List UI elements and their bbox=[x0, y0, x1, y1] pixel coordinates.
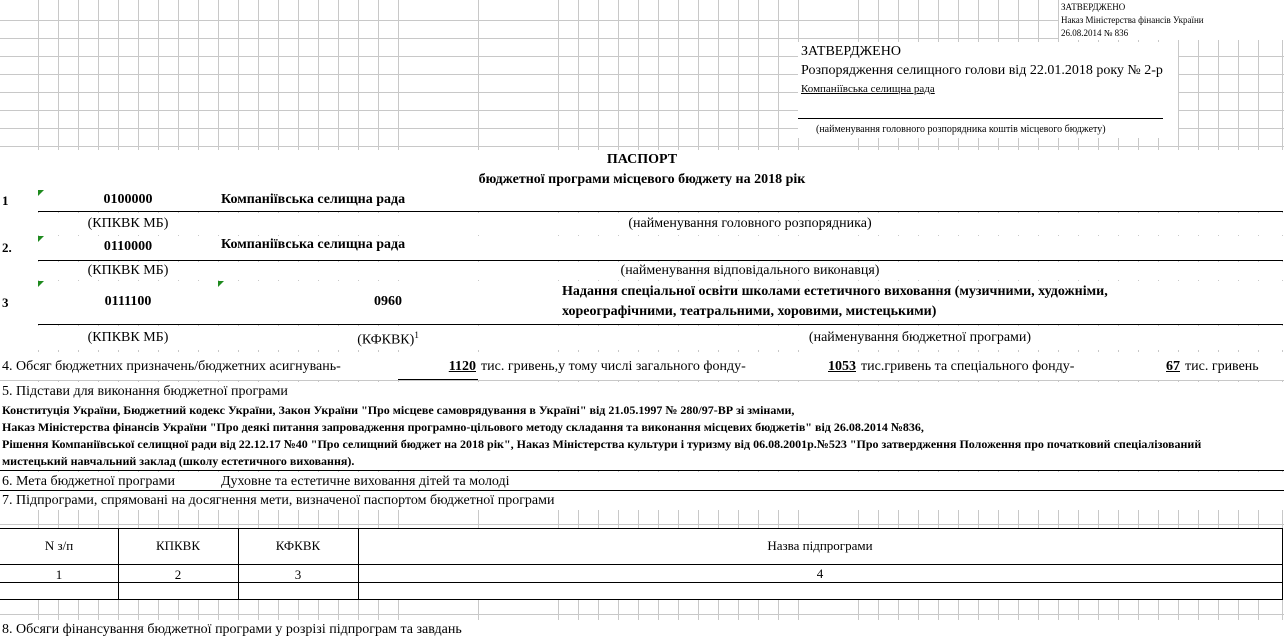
approval-small-block bbox=[1059, 0, 1284, 40]
section-4-after-total: тис. гривень,у тому числі загального фонду- bbox=[481, 359, 746, 374]
row-3-name-caption: (найменування бюджетної програми) bbox=[808, 330, 1032, 345]
table-row-border bbox=[0, 582, 1283, 583]
section-8-label: 8. Обсяги фінансування бюджетної програми у розрізі підпрограм та завдань bbox=[2, 622, 462, 637]
row-1-number: 1 bbox=[2, 193, 9, 208]
row-1-name: Компаніївська селищна рада bbox=[221, 192, 406, 207]
row-3-bottom-border bbox=[38, 324, 1283, 325]
table-col-border bbox=[1282, 528, 1283, 600]
row-3-kfkvk-caption bbox=[218, 331, 558, 348]
table-bottom-border bbox=[0, 599, 1283, 600]
approval-small-title: ЗАТВЕРДЖЕНО bbox=[1061, 2, 1126, 12]
row-2-number: 2. bbox=[2, 240, 12, 255]
row-2-code-caption: (КПКВК МБ) bbox=[87, 263, 169, 278]
row-1-code-caption: (КПКВК МБ) bbox=[87, 216, 169, 231]
passport-title: ПАСПОРТ bbox=[606, 152, 678, 167]
row-3-kfkvk: 0960 bbox=[374, 294, 402, 309]
section-8 bbox=[0, 620, 1284, 640]
section-5-bottom-border bbox=[0, 470, 1284, 471]
approval-main-caption: (найменування головного розпорядника коштів місцевого бюджету) bbox=[816, 124, 1106, 135]
approval-main-order: Розпорядження селищного голови від 22.01.2018 року № 2-р bbox=[801, 63, 1163, 78]
table-top-border bbox=[0, 528, 1283, 529]
row-1-bottom-border bbox=[38, 211, 1283, 212]
section-7-label: 7. Підпрограми, спрямовані на досягнення мети, визначеної паспортом бюджетної програми bbox=[2, 493, 555, 508]
section-5-line3: Рішення Компаніївської селищної ради від 22.12.17 №40 "Про селищний бюджет на 2018 рік", Наказ Міністерства культури і туризму від 06.08.2001р.№523 "Про затвердження Положення про початковий спеціалізований bbox=[2, 437, 1202, 451]
section-5-line2: Наказ Міністерства фінансів України "Про деякі питання запровадження програмно-цільового методу складання та виконання місцевих бюджетів" від 26.08.2014 №836, bbox=[2, 420, 924, 434]
budget-total: 1120 bbox=[448, 359, 476, 374]
comment-marker bbox=[218, 281, 224, 287]
approval-main-authority: Компаніївська селищна рада bbox=[801, 83, 935, 95]
row-3-captions bbox=[0, 326, 1284, 350]
section-4-label: 4. Обсяг бюджетних призначень/бюджетних асигнувань- bbox=[2, 359, 341, 374]
row-3-number: 3 bbox=[2, 295, 9, 310]
section-5 bbox=[0, 382, 1284, 470]
approval-small-date: 26.08.2014 № 836 bbox=[1061, 28, 1129, 38]
approval-small-order: Наказ Міністерства фінансів України bbox=[1061, 15, 1204, 25]
section-5-line4: мистецький навчальний заклад (школу естетичного виховання). bbox=[2, 454, 355, 468]
row-2-captions bbox=[0, 262, 1284, 280]
table-number-cell: 3 bbox=[294, 567, 302, 582]
row-2-bottom-border bbox=[38, 260, 1283, 261]
passport-subtitle: бюджетної програми місцевого бюджету на 2018 рік bbox=[478, 172, 806, 187]
row-3-name-line1: Надання спеціальної освіти школами естетичного виховання (музичними, художніми, bbox=[562, 284, 1108, 299]
section-6-label: 6. Мета бюджетної програми bbox=[2, 474, 175, 489]
table-col-border bbox=[358, 528, 359, 600]
section-4 bbox=[0, 352, 1284, 380]
table-col-border bbox=[238, 528, 239, 600]
row-2-name-caption: (найменування відповідального виконавця) bbox=[620, 263, 880, 278]
row-2-code: 0110000 bbox=[103, 239, 153, 254]
comment-marker bbox=[38, 190, 44, 196]
section-5-label: 5. Підстави для виконання бюджетної програми bbox=[2, 384, 288, 399]
section-6 bbox=[0, 472, 1284, 490]
kfkvk-caption-text: (КФКВК) bbox=[357, 332, 415, 348]
table-number-cell: 2 bbox=[174, 567, 182, 582]
budget-special-fund: 67 bbox=[1166, 359, 1180, 374]
table-header-border bbox=[0, 564, 1283, 565]
table-col-border bbox=[118, 528, 119, 600]
comment-marker bbox=[38, 281, 44, 287]
approval-main-title: ЗАТВЕРДЖЕНО bbox=[801, 44, 901, 59]
total-underline bbox=[398, 379, 478, 380]
passport-header bbox=[0, 150, 1284, 190]
section-6-bottom-border bbox=[0, 490, 1284, 491]
row-2 bbox=[0, 236, 1284, 260]
row-1-code: 0100000 bbox=[103, 192, 153, 207]
row-2-name: Компаніївська селищна рада bbox=[221, 237, 406, 252]
row-3 bbox=[0, 281, 1284, 324]
row-1 bbox=[0, 190, 1284, 211]
table-number-cell: 4 bbox=[816, 566, 824, 581]
row-1-captions bbox=[0, 213, 1284, 235]
section-6-value: Духовне та естетичне виховання дітей та молоді bbox=[221, 474, 510, 489]
section-4-after-general: тис.гривень та спеціального фонду- bbox=[861, 359, 1075, 374]
row-3-code-caption: (КПКВК МБ) bbox=[87, 330, 169, 345]
table-number-cell: 1 bbox=[55, 567, 63, 582]
table-header-cell: КФКВК bbox=[275, 538, 321, 553]
section-4-after-special: тис. гривень bbox=[1185, 359, 1259, 374]
section-7 bbox=[0, 491, 1284, 510]
kfkvk-footnote: 1 bbox=[414, 330, 419, 340]
row-3-code: 0111100 bbox=[104, 294, 152, 309]
budget-general-fund: 1053 bbox=[828, 359, 856, 374]
table-header-cell: КПКВК bbox=[155, 538, 201, 553]
approval-authority-underline bbox=[798, 118, 1163, 119]
section-5-line1: Конституція України, Бюджетний кодекс України, Закон України "Про місцеве самоврядування в Україні" від 21.05.1997 № 280/97-ВР зі змінами, bbox=[2, 403, 795, 417]
row-1-name-caption: (найменування головного розпорядника) bbox=[628, 216, 872, 231]
table-header-cell: Назва підпрограми bbox=[767, 538, 873, 553]
approval-main-block bbox=[798, 42, 1178, 138]
comment-marker bbox=[38, 236, 44, 242]
row-3-name-line2: хореографічними, театральними, хоровими, мистецькими) bbox=[562, 304, 937, 319]
table-header-cell: N з/п bbox=[44, 538, 74, 553]
